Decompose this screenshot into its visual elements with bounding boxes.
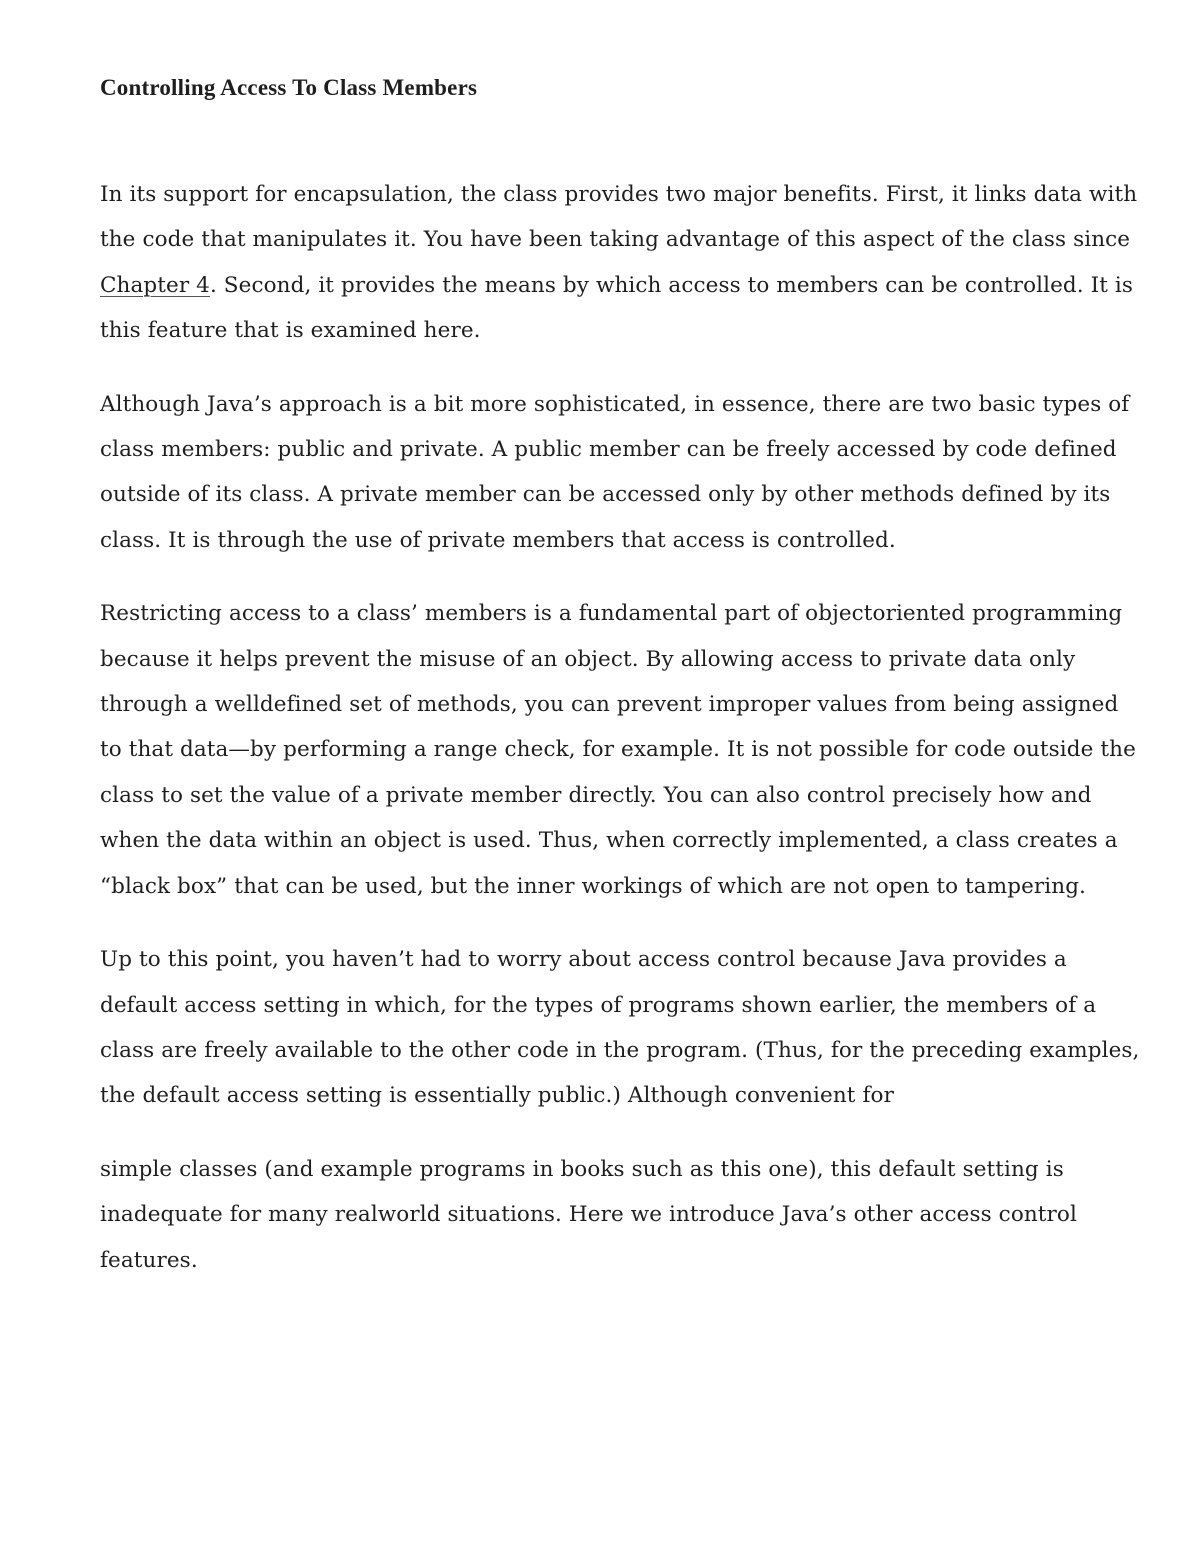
paragraph-access-features: simple classes (and example programs in books such as this one), this default setting is inadequate for many realworld situations. Here we introduce Java’s other access control features.: [100, 1156, 1077, 1273]
chapter-4-link[interactable]: Chapter 4: [100, 272, 210, 298]
paragraph-text: . Second, it provides the means by which access to members can be controlled. It is this feature that is examined here.: [100, 272, 1134, 344]
paragraph-member-types: Although Java’s approach is a bit more sophisticated, in essence, there are two basic types of class members: public and private. A public member can be freely accessed by code defined outside of its class. A private member can be accessed only by other methods defined by its class. It is through the use of private members that access is controlled.: [100, 391, 1130, 553]
paragraph-default-access: Up to this point, you haven’t had to worry about access control because Java provides a default access setting in which, for the types of programs shown earlier, the members of a class are freely available to the other code in the program. (Thus, for the preceding examples, the default access setting is essentially public.) Although convenient for: [100, 947, 1140, 1109]
paragraph-encapsulation: [100, 172, 1140, 354]
paragraph-text: In its support for encapsulation, the class provides two major benefits. First, it links data with the code that manipulates it. You have been taking advantage of this aspect of the class since: [100, 182, 1138, 253]
document-page: [100, 72, 1140, 1311]
paragraph-restricting-access: Restricting access to a class’ members is a fundamental part of objectoriented programming because it helps prevent the misuse of an object. By allowing access to private data only through a welldefined set of methods, you can prevent improper values from being assigned to that data—by performing a range check, for example. It is not possible for code outside the class to set the value of a private member directly. You can also control precisely how and when the data within an object is used. Thus, when correctly implemented, a class creates a “black box” that can be used, but the inner workings of which are not open to tampering.: [100, 601, 1136, 899]
document-title: Controlling Access To Class Members: [100, 75, 478, 100]
